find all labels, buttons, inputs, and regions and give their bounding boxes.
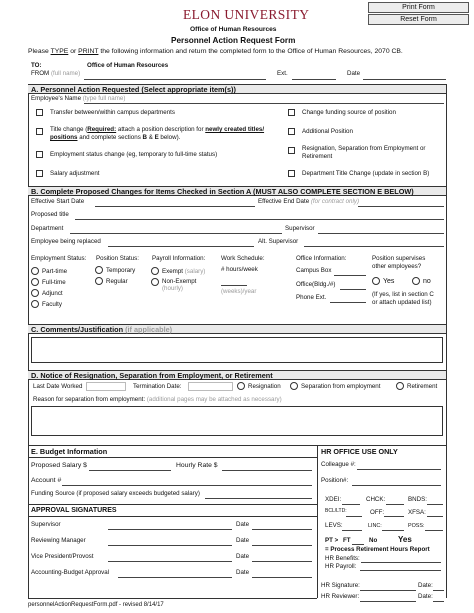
transfer-label: Transfer between/within campus departments [50,109,175,116]
office-name: Office of Human Resources [190,26,277,33]
retirement-option-label: Retirement [407,383,438,390]
phone-ext-field[interactable] [330,302,366,303]
employee-name-label: Employee's Name (type full name) [31,95,126,102]
resignation-checkbox[interactable] [288,147,295,154]
approvals-header-rule [28,516,317,517]
resignation-option-label: Resignation [248,383,281,390]
xfsa-label: XFSA: [408,509,426,516]
footer-text: personnelActionRequestForm.pdf - revised 8/14/17 [28,602,164,608]
approval-supervisor-label: Supervisor [31,521,61,528]
approval-accounting-date-field[interactable] [252,577,312,578]
section-b-header: B. Complete Proposed Changes for Items Checked in Section A (MUST ALSO COMPLETE SECTION E BELOW) [28,186,446,196]
position-field[interactable] [352,485,441,486]
approval-accounting-label: Accounting-Budget Approval [31,569,110,576]
hr-benefits-label: HR Benefits: [325,555,360,562]
supervises-no-label: no [423,278,431,285]
print-form-button[interactable]: Print Form [368,2,469,13]
linc-field[interactable] [382,530,404,531]
from-field[interactable] [84,79,266,80]
colleague-label: Colleague #: [321,461,356,468]
approval-vp-field[interactable] [108,561,232,562]
regular-label: Regular [106,278,128,285]
title-change-label: Title change (Required: attach a position description for newly created titles/ [50,126,265,133]
supervises-label-2: other employees? [372,263,422,270]
hr-office-header: HR OFFICE USE ONLY [321,447,398,456]
supervises-yes-label: Yes [383,278,395,285]
adjunct-label: Adjunct [42,290,63,297]
resignation-radio[interactable] [237,382,245,390]
retirement-radio[interactable] [396,382,404,390]
approval-vp-date-label: Date [236,553,250,560]
proposed-title-label: Proposed title [31,211,69,218]
xdei-field[interactable] [342,504,360,505]
supervises-note: (If yes, list in section C [372,291,434,298]
campus-box-field[interactable] [334,275,366,276]
hourly-rate-label: Hourly Rate $ [176,462,218,469]
bcl-field[interactable] [346,516,362,517]
approval-supervisor-date-field[interactable] [252,529,312,530]
account-label: Account # [31,477,62,484]
status-change-checkbox[interactable] [36,151,43,158]
funding-source-label: Change funding source of position [302,109,396,116]
alt-supervisor-field[interactable] [304,246,444,247]
approval-manager-date-label: Date [236,537,250,544]
date-label: Date [347,70,361,77]
pt-label: PT > [325,537,339,544]
poss-field[interactable] [425,530,443,531]
supervisor-field[interactable] [318,233,444,234]
proposed-salary-field[interactable] [89,470,171,471]
reason-label: Reason for separation from employment: (additional pages may be attached as necessary) [33,396,282,403]
hr-benefits-field[interactable] [361,562,441,563]
section-c-header: C. Comments/Justification (if applicable) [28,324,446,334]
approval-vp-label: Vice President/Provost [31,553,94,560]
funding-source-label-e: Funding Source (if proposed salary exceeds budgeted salary) [31,490,200,497]
form-title: Personnel Action Request Form [171,36,296,45]
position-status-label: Position Status: [96,255,139,262]
separation-radio[interactable] [290,382,298,390]
from-label: FROM (full name) [31,70,81,77]
employee-replaced-field[interactable] [108,246,254,247]
non-exempt-hint: (hourly) [162,285,183,292]
office-bldg-field[interactable] [340,289,366,290]
resignation-label-2: Retirement [302,153,333,160]
employment-status-label: Employment Status: [31,255,87,262]
levs-field[interactable] [342,530,362,531]
termination-date-label: Termination Date: [133,383,182,390]
weeks-field[interactable] [221,285,247,286]
supervises-yes-radio[interactable] [372,277,380,285]
department-field[interactable] [70,233,282,234]
approvals-header: APPROVAL SIGNATURES [31,507,117,514]
approval-manager-date-field[interactable] [252,545,312,546]
temporary-radio[interactable] [95,266,103,274]
section-d-header: D. Notice of Resignation, Separation from Employment, or Retirement [28,370,446,380]
instructions: Please TYPE or PRINT the following information and return the completed form to the Office of Human Resources, 2070 CB. [28,48,403,55]
approval-vp-date-field[interactable] [252,561,312,562]
office-bldg-label: Office(Bldg./#) [296,281,336,288]
exempt-label: Exempt (salary) [162,268,206,275]
additional-position-checkbox[interactable] [288,128,295,135]
employee-replaced-label: Employee being replaced [31,238,101,245]
hr-signature-date-field[interactable] [433,590,444,591]
salary-adjustment-checkbox[interactable] [36,170,43,177]
approval-supervisor-date-label: Date [236,521,250,528]
comments-field[interactable] [31,337,443,363]
exempt-radio[interactable] [151,267,159,275]
ft-label: FT [343,537,351,544]
hr-reviewer-label: HR Reviewer: [321,593,360,600]
approvals-top-rule [28,504,317,505]
effective-end-field[interactable] [358,206,444,207]
section-e-header: E. Budget Information [31,447,108,456]
supervises-no-radio[interactable] [412,277,420,285]
form-border-right [446,84,447,598]
university-logo: ELON UNIVERSITY [183,7,310,22]
bnds-label: BNDS: [408,496,427,503]
approval-supervisor-field[interactable] [108,529,232,530]
hr-payroll-field[interactable] [360,570,441,571]
faculty-radio[interactable] [31,300,39,308]
work-schedule-label: Work Schedule: [221,255,265,262]
part-time-radio[interactable] [31,267,39,275]
approval-manager-label: Reviewing Manager [31,537,86,544]
reset-form-button[interactable]: Reset Form [368,14,469,25]
hourly-rate-field[interactable] [222,470,312,471]
office-info-label: Office Information: [296,255,347,262]
dept-title-change-checkbox[interactable] [288,170,295,177]
xfsa-field[interactable] [427,516,443,517]
alt-supervisor-label: Alt. Supervisor [258,238,299,245]
supervises-note-2: or attach updated list) [372,299,432,306]
hr-signature-date-label: Date: [418,582,433,589]
status-change-label: Employment status change (eg, temporary to full-time status) [50,151,218,158]
resignation-label: Resignation, Separation from Employment or [302,145,426,152]
dept-title-change-label: Department Title Change (update in section B) [302,170,430,177]
faculty-label: Faculty [42,301,62,308]
effective-start-label: Effective Start Date [31,198,85,205]
date-field[interactable] [363,79,446,80]
reason-field[interactable] [31,406,443,436]
supervises-label: Position supervises [372,255,426,262]
additional-position-label: Additional Position [302,128,353,135]
full-time-label: Full-time [42,279,66,286]
bnds-field[interactable] [427,504,443,505]
form-bottom-rule [28,598,317,599]
position-label: Position#: [321,477,349,484]
process-retirement-label: = Process Retirement Hours Report [325,546,430,553]
effective-start-field[interactable] [95,206,255,207]
off-field[interactable] [384,516,404,517]
levs-label: LEVS: [325,522,343,529]
title-change-checkbox[interactable] [36,128,43,135]
funding-source-checkbox[interactable] [288,109,295,116]
weeks-year-label: (weeks)/year [221,288,257,295]
hr-payroll-label: HR Payroll: [325,563,357,570]
last-date-label: Last Date Worked [33,383,83,390]
account-field[interactable] [62,485,312,486]
employee-name-field[interactable] [84,103,444,104]
approval-accounting-date-label: Date [236,569,250,576]
colleague-field[interactable] [357,469,441,470]
campus-box-label: Campus Box [296,267,332,274]
salary-adjustment-label: Salary adjustment [50,170,100,177]
payroll-info-label: Payroll Information: [152,255,206,262]
section-e-divider [317,445,318,598]
temporary-label: Temporary [106,267,136,274]
poss-label: POSS: [408,523,425,529]
approval-manager-field[interactable] [108,545,232,546]
hours-week-label: # hours/week [221,266,258,273]
funding-source-field[interactable] [205,498,312,499]
section-a-header: A. Personnel Action Requested (Select appropriate item(s)) [28,84,446,94]
yes-label: Yes [398,535,412,544]
to-label: TO: [31,62,42,69]
to-value: Office of Human Resources [87,62,169,69]
phone-ext-label: Phone Ext. [296,294,327,301]
hr-reviewer-field[interactable] [360,601,416,602]
hr-reviewer-date-field[interactable] [433,601,444,602]
ext-label: Ext. [277,70,288,77]
ext-field[interactable] [292,79,336,80]
title-change-label-2: positions and complete sections B & E below). [50,134,181,141]
chck-field[interactable] [386,504,404,505]
supervisor-label: Supervisor [285,225,315,232]
termination-date-field[interactable] [188,382,233,391]
bcl-label: BCL/LTD: [325,508,347,514]
hr-reviewer-date-label: Date: [418,593,433,600]
ft-field[interactable] [352,544,364,545]
full-time-radio[interactable] [31,278,39,286]
no-label: No [369,537,378,544]
non-exempt-radio[interactable] [151,278,159,286]
separation-option-label: Separation from employment [301,383,381,390]
department-label: Department [31,225,64,232]
hr-signature-label: HR Signature: [321,582,360,589]
effective-end-label: Effective End Date (for contract only) [258,198,360,205]
regular-radio[interactable] [95,277,103,285]
non-exempt-label: Non-Exempt [162,278,197,285]
adjunct-radio[interactable] [31,289,39,297]
part-time-label: Part-time [42,268,68,275]
transfer-checkbox[interactable] [36,109,43,116]
proposed-title-field[interactable] [75,219,444,220]
xdei-label: XDEI: [325,496,342,503]
section-e-top-rule [28,445,446,446]
linc-label: LINC: [368,523,382,529]
off-label: OFF: [370,509,385,516]
approval-accounting-field[interactable] [118,577,232,578]
chck-label: CHCK: [366,496,386,503]
hr-signature-field[interactable] [360,590,416,591]
section-e-header-rule [28,457,317,458]
form-border-left [28,84,29,598]
proposed-salary-label: Proposed Salary $ [31,462,87,469]
last-date-field[interactable] [86,382,126,391]
